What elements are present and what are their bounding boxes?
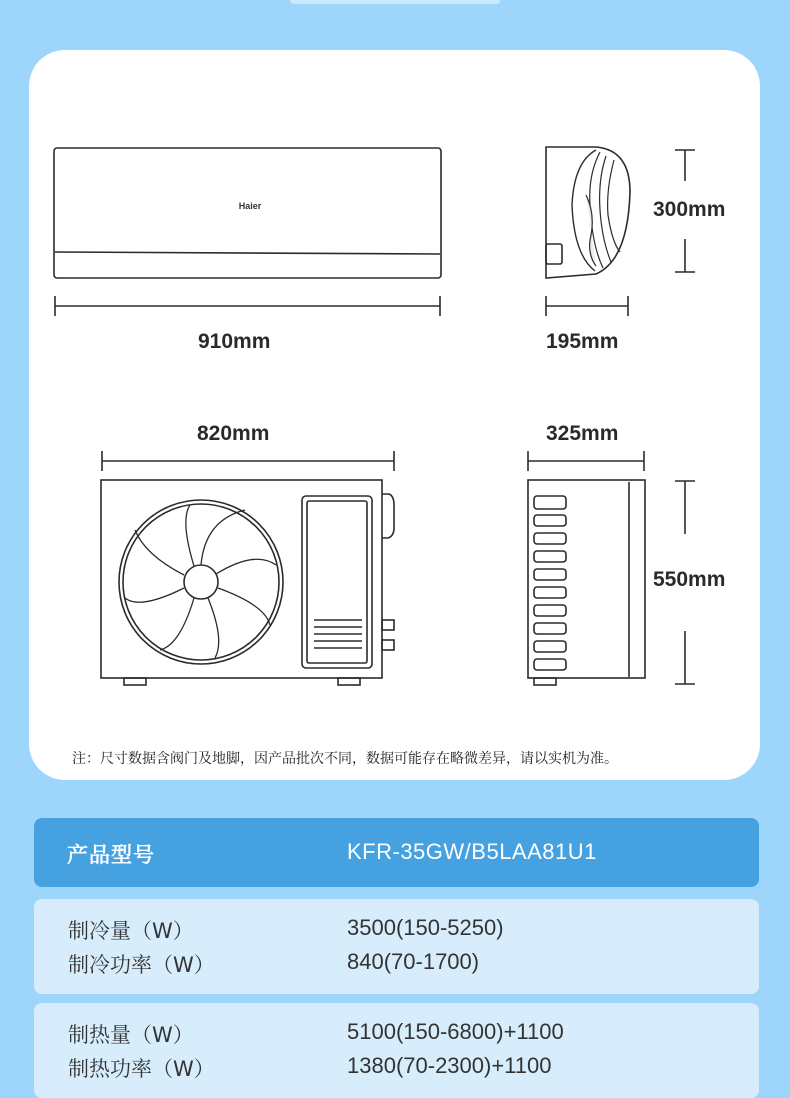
spec-label: 制热量（W）	[68, 1023, 194, 1047]
model-label: 产品型号	[67, 843, 155, 867]
indoor-depth-label: 195mm	[546, 330, 619, 353]
spec-value: 1380(70-2300)+1100	[347, 1053, 552, 1078]
outdoor-unit-front	[101, 480, 394, 685]
indoor-width-dimension-line	[55, 296, 440, 316]
indoor-unit-side	[546, 147, 630, 278]
spec-cooling-block	[34, 899, 759, 994]
outdoor-unit-side	[528, 480, 645, 685]
spec-label: 制热功率（W）	[68, 1057, 215, 1081]
outdoor-height-label: 550mm	[653, 568, 726, 591]
outdoor-width-label: 820mm	[197, 422, 270, 445]
indoor-height-label: 300mm	[653, 198, 726, 221]
spec-value: 3500(150-5250)	[347, 915, 504, 940]
brand-logo: Haier	[238, 201, 262, 211]
outdoor-depth-dimension-line	[528, 451, 644, 471]
spec-heating-block	[34, 1003, 759, 1098]
fan-blades	[125, 505, 276, 658]
spec-label: 制冷量（W）	[68, 919, 194, 943]
spec-row	[34, 949, 759, 983]
model-value: KFR-35GW/B5LAA81U1	[347, 839, 597, 864]
spec-value: 5100(150-6800)+1100	[347, 1019, 564, 1044]
spec-row	[34, 1019, 759, 1053]
indoor-width-label: 910mm	[198, 330, 271, 353]
spec-model-row	[34, 818, 759, 887]
spec-row	[34, 1053, 759, 1087]
outdoor-depth-label: 325mm	[546, 422, 619, 445]
outdoor-width-dimension-line	[102, 451, 394, 471]
spec-row	[34, 915, 759, 949]
disclaimer-note: 注：尺寸数据含阀门及地脚，因产品批次不同，数据可能存在略微差异，请以实机为准。	[72, 751, 618, 767]
spec-label: 制冷功率（W）	[68, 953, 215, 977]
spec-value: 840(70-1700)	[347, 949, 480, 974]
indoor-depth-dimension-line	[546, 296, 628, 316]
indoor-unit-front	[54, 148, 441, 278]
